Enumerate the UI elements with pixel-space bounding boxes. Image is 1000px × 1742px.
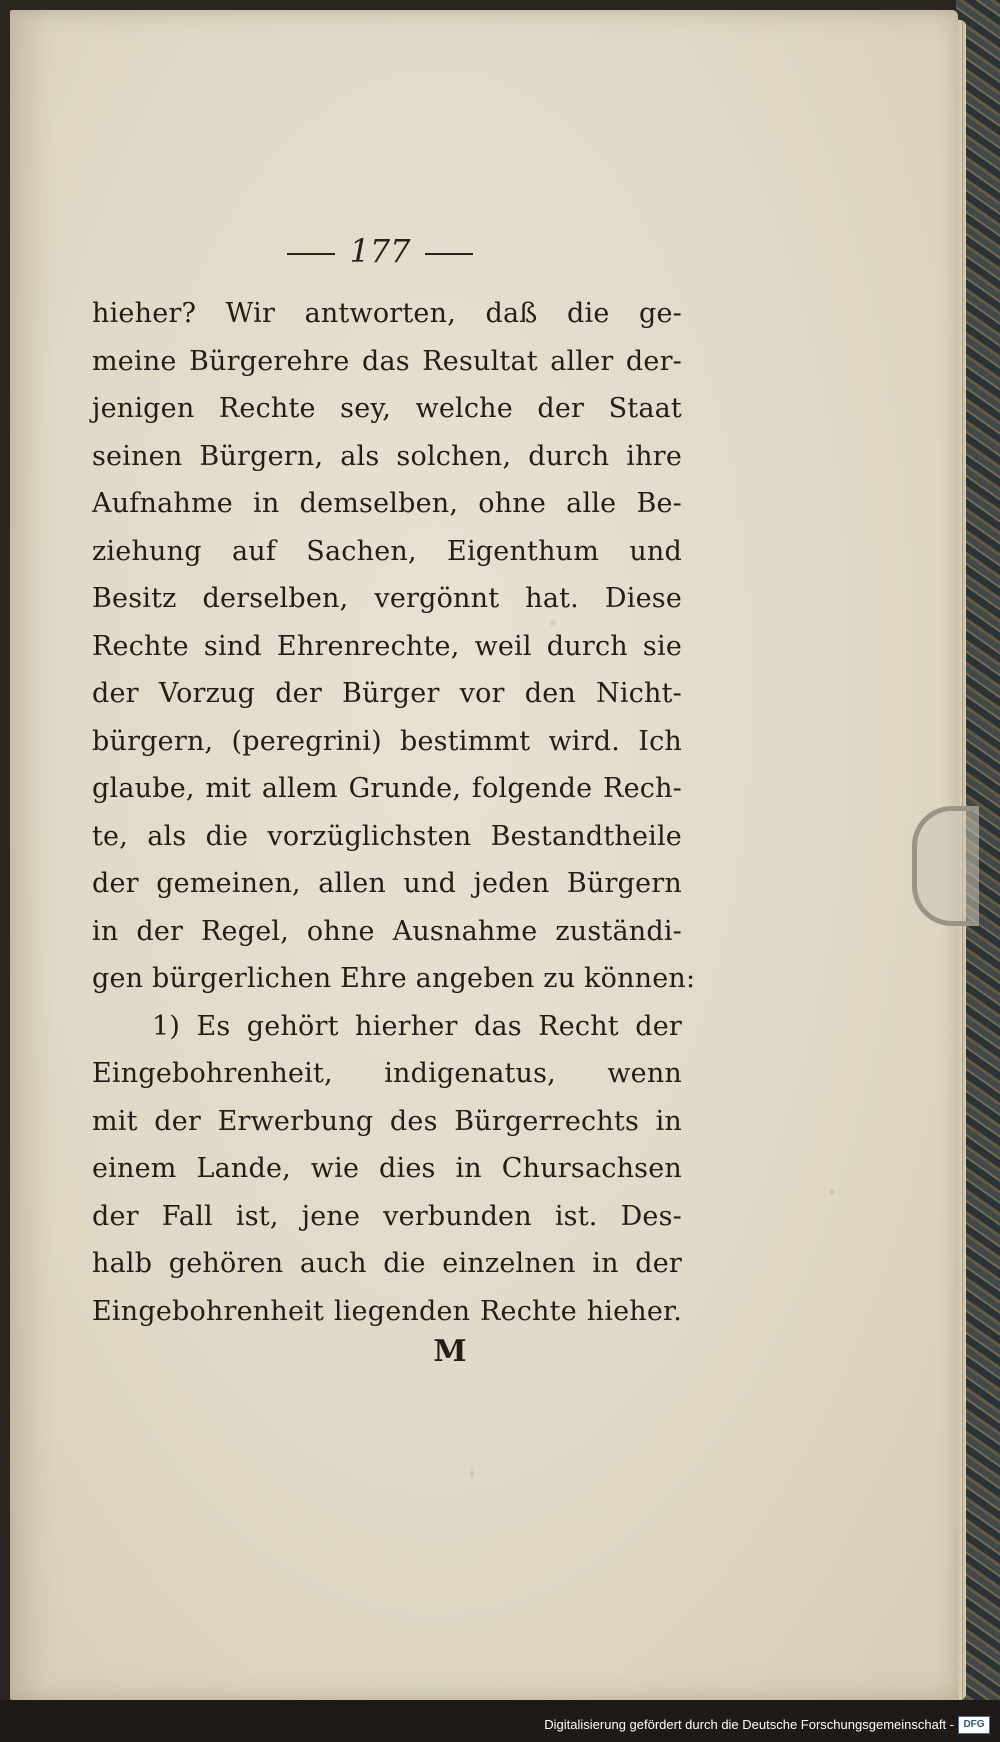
text-line: ziehung auf Sachen, Eigenthum und	[92, 535, 682, 567]
text-line: 1) Es gehört hierher das Recht der	[152, 1010, 682, 1042]
text-line: Aufnahme in demselben, ohne alle Be-	[92, 488, 682, 519]
text-line: in der Regel, ohne Ausnahme zuständi-	[92, 915, 682, 947]
page-clip	[912, 806, 979, 926]
text-line: meine Bürgerehre das Resultat aller der-	[92, 345, 682, 377]
paper-spot	[470, 1470, 474, 1478]
catchword: M	[433, 1334, 467, 1369]
header-dash-right	[425, 253, 473, 255]
text-line: mit der Erwerbung des Bürgerrechts in	[92, 1105, 682, 1137]
text-line: Besitz derselben, vergönnt hat. Diese	[92, 583, 682, 614]
dfg-logo[interactable]: DFG	[958, 1716, 990, 1734]
text-line: jenigen Rechte sey, welche der Staat	[92, 393, 682, 424]
text-line: der Vorzug der Bürger vor den Nicht-	[92, 678, 682, 709]
header-dash-left	[287, 253, 335, 255]
page-header	[250, 232, 510, 270]
text-line: Eingebohrenheit, indigenatus, wenn	[92, 1058, 682, 1089]
text-line: seinen Bürgern, als solchen, durch ihre	[92, 440, 682, 472]
text-line: bürgern, (peregrini) bestimmt wird. Ich	[92, 725, 682, 757]
text-line: der gemeinen, allen und jeden Bürgern	[92, 868, 682, 899]
text-line: gen bürgerlichen Ehre angeben zu können:	[92, 963, 696, 994]
page-number: 177	[349, 232, 411, 270]
paper-spot	[830, 1190, 835, 1195]
text-line: glaube, mit allem Grunde, folgende Rech-	[92, 773, 682, 804]
text-line: einem Lande, wie dies in Chursachsen	[92, 1153, 682, 1184]
footer-bar	[0, 1700, 1000, 1742]
funding-credit: Digitalisierung gefördert durch die Deutsche Forschungsgemeinschaft -	[544, 1717, 954, 1732]
text-line: Rechte sind Ehrenrechte, weil durch sie	[92, 630, 682, 662]
text-line: Eingebohrenheit liegenden Rechte hieher.	[92, 1295, 682, 1327]
text-line: te, als die vorzüglichsten Bestandtheile	[92, 820, 682, 852]
text-line: der Fall ist, jene verbunden ist. Des-	[92, 1200, 682, 1232]
text-line: hieher? Wir antworten, daß die ge-	[92, 298, 682, 329]
text-line: halb gehören auch die einzelnen in der	[92, 1248, 682, 1279]
body-text	[92, 290, 696, 1335]
